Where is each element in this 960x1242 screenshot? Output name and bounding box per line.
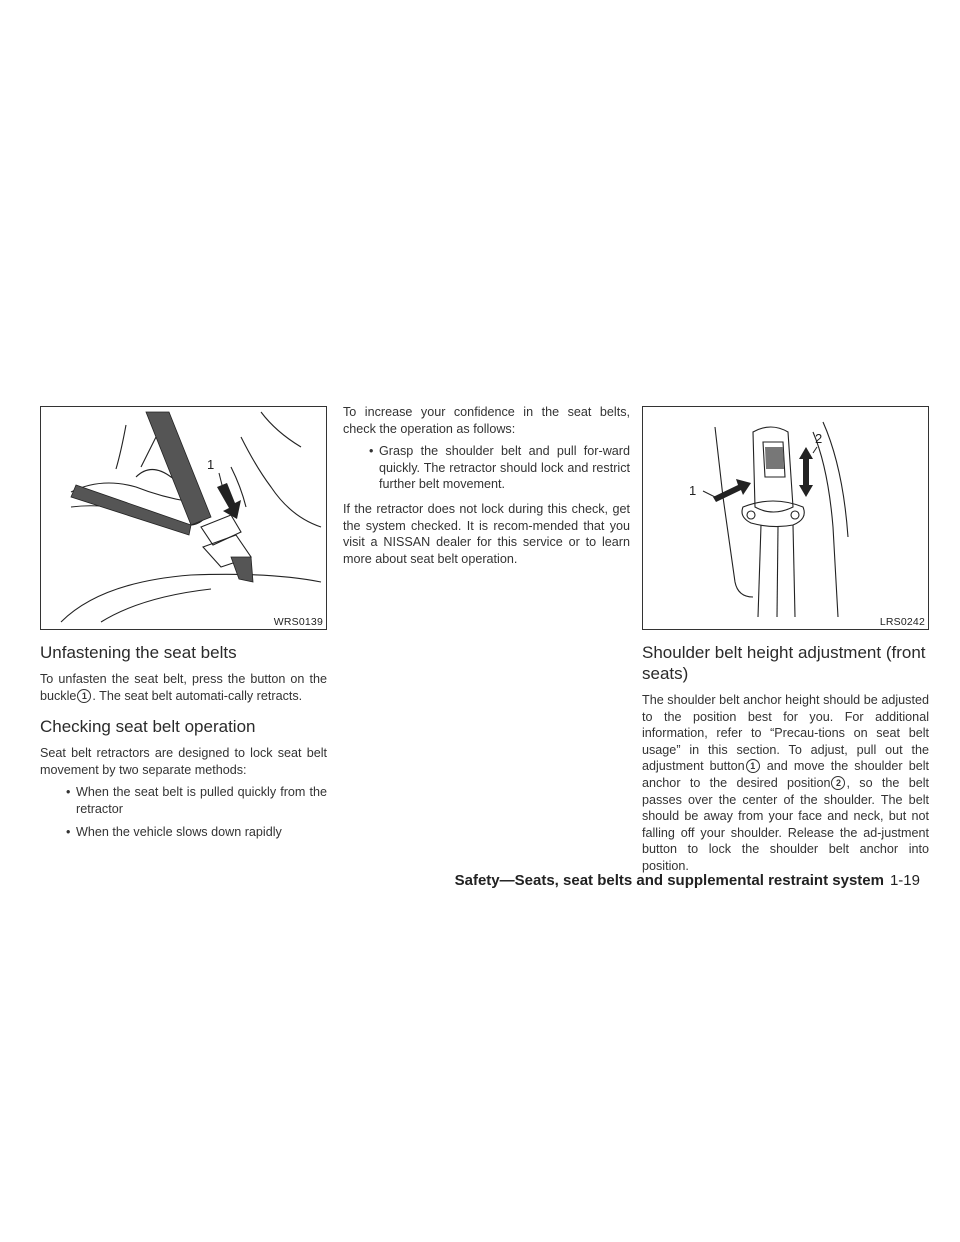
- figure-code: WRS0139: [273, 616, 323, 628]
- figure-unfasten-seat-belt: [40, 406, 327, 630]
- column-left: [40, 406, 327, 848]
- figure-callout-1: 1: [689, 483, 697, 498]
- bullet-list-lock-methods: [40, 784, 327, 840]
- seat-belt-buckle-illustration: [41, 407, 326, 629]
- text-segment: The shoulder belt anchor height should be adjusted to the position best for you. For additional information, refer to “Precau-tions on seat belt usage” in this section. To adjust, pull out the adjustment button: [642, 693, 929, 774]
- callout-1-icon: 1: [746, 759, 760, 773]
- paragraph-check-intro: To increase your confidence in the seat belts, check the operation as follows:: [343, 405, 630, 436]
- figure-callout-1: 1: [207, 457, 215, 472]
- list-item: • When the vehicle slows down rapidly: [40, 824, 327, 841]
- paragraph-unfastening: [40, 671, 327, 704]
- figure-shoulder-belt-adjust: [642, 406, 929, 630]
- text-segment: , so the belt passes over the center of the shoulder. The belt should be away from your face and neck, but not falling off your shoulder. Release the ad-justment button to lock the shoulder belt anchor into position.: [642, 775, 930, 873]
- column-right: [642, 406, 929, 881]
- text-segment: and move the shoulder belt anchor to the desired position: [642, 759, 929, 790]
- paragraph-shoulder-adjustment: [642, 692, 929, 875]
- page-footer: [455, 872, 920, 889]
- callout-1-icon: 1: [77, 689, 91, 703]
- heading-unfastening: Unfastening the seat belts: [40, 643, 237, 662]
- text-segment: . The seat belt automati-cally retracts.: [92, 688, 303, 703]
- paragraph-retractors: Seat belt retractors are designed to lock seat belt movement by two separate methods:: [40, 746, 327, 777]
- heading-shoulder-belt-adjustment: Shoulder belt height adjustment (front seats): [642, 643, 926, 683]
- footer-section-title: Safety—Seats, seat belts and supplemental restraint system: [454, 872, 884, 889]
- list-item: • When the seat belt is pulled quickly from the retractor: [40, 784, 327, 817]
- page-number: 1-19: [889, 872, 920, 889]
- callout-2-icon: 2: [831, 776, 845, 790]
- heading-checking-operation: Checking seat belt operation: [40, 717, 256, 737]
- list-item: • Grasp the shoulder belt and pull for-ward quickly. The retractor should lock and restrict further belt movement.: [343, 443, 630, 493]
- figure-code: LRS0242: [879, 616, 925, 628]
- text-segment: To unfasten the seat belt, press the button on the buckle: [40, 672, 327, 703]
- shoulder-belt-anchor-illustration: [643, 407, 928, 629]
- column-middle: [343, 404, 630, 573]
- paragraph-dealer: If the retractor does not lock during this check, get the system checked. It is recom-mended that you visit a NISSAN dealer for this service or to learn more about seat belt operation.: [343, 501, 630, 566]
- bullet-list-check-steps: [343, 443, 630, 493]
- figure-callout-2: 2: [815, 431, 823, 446]
